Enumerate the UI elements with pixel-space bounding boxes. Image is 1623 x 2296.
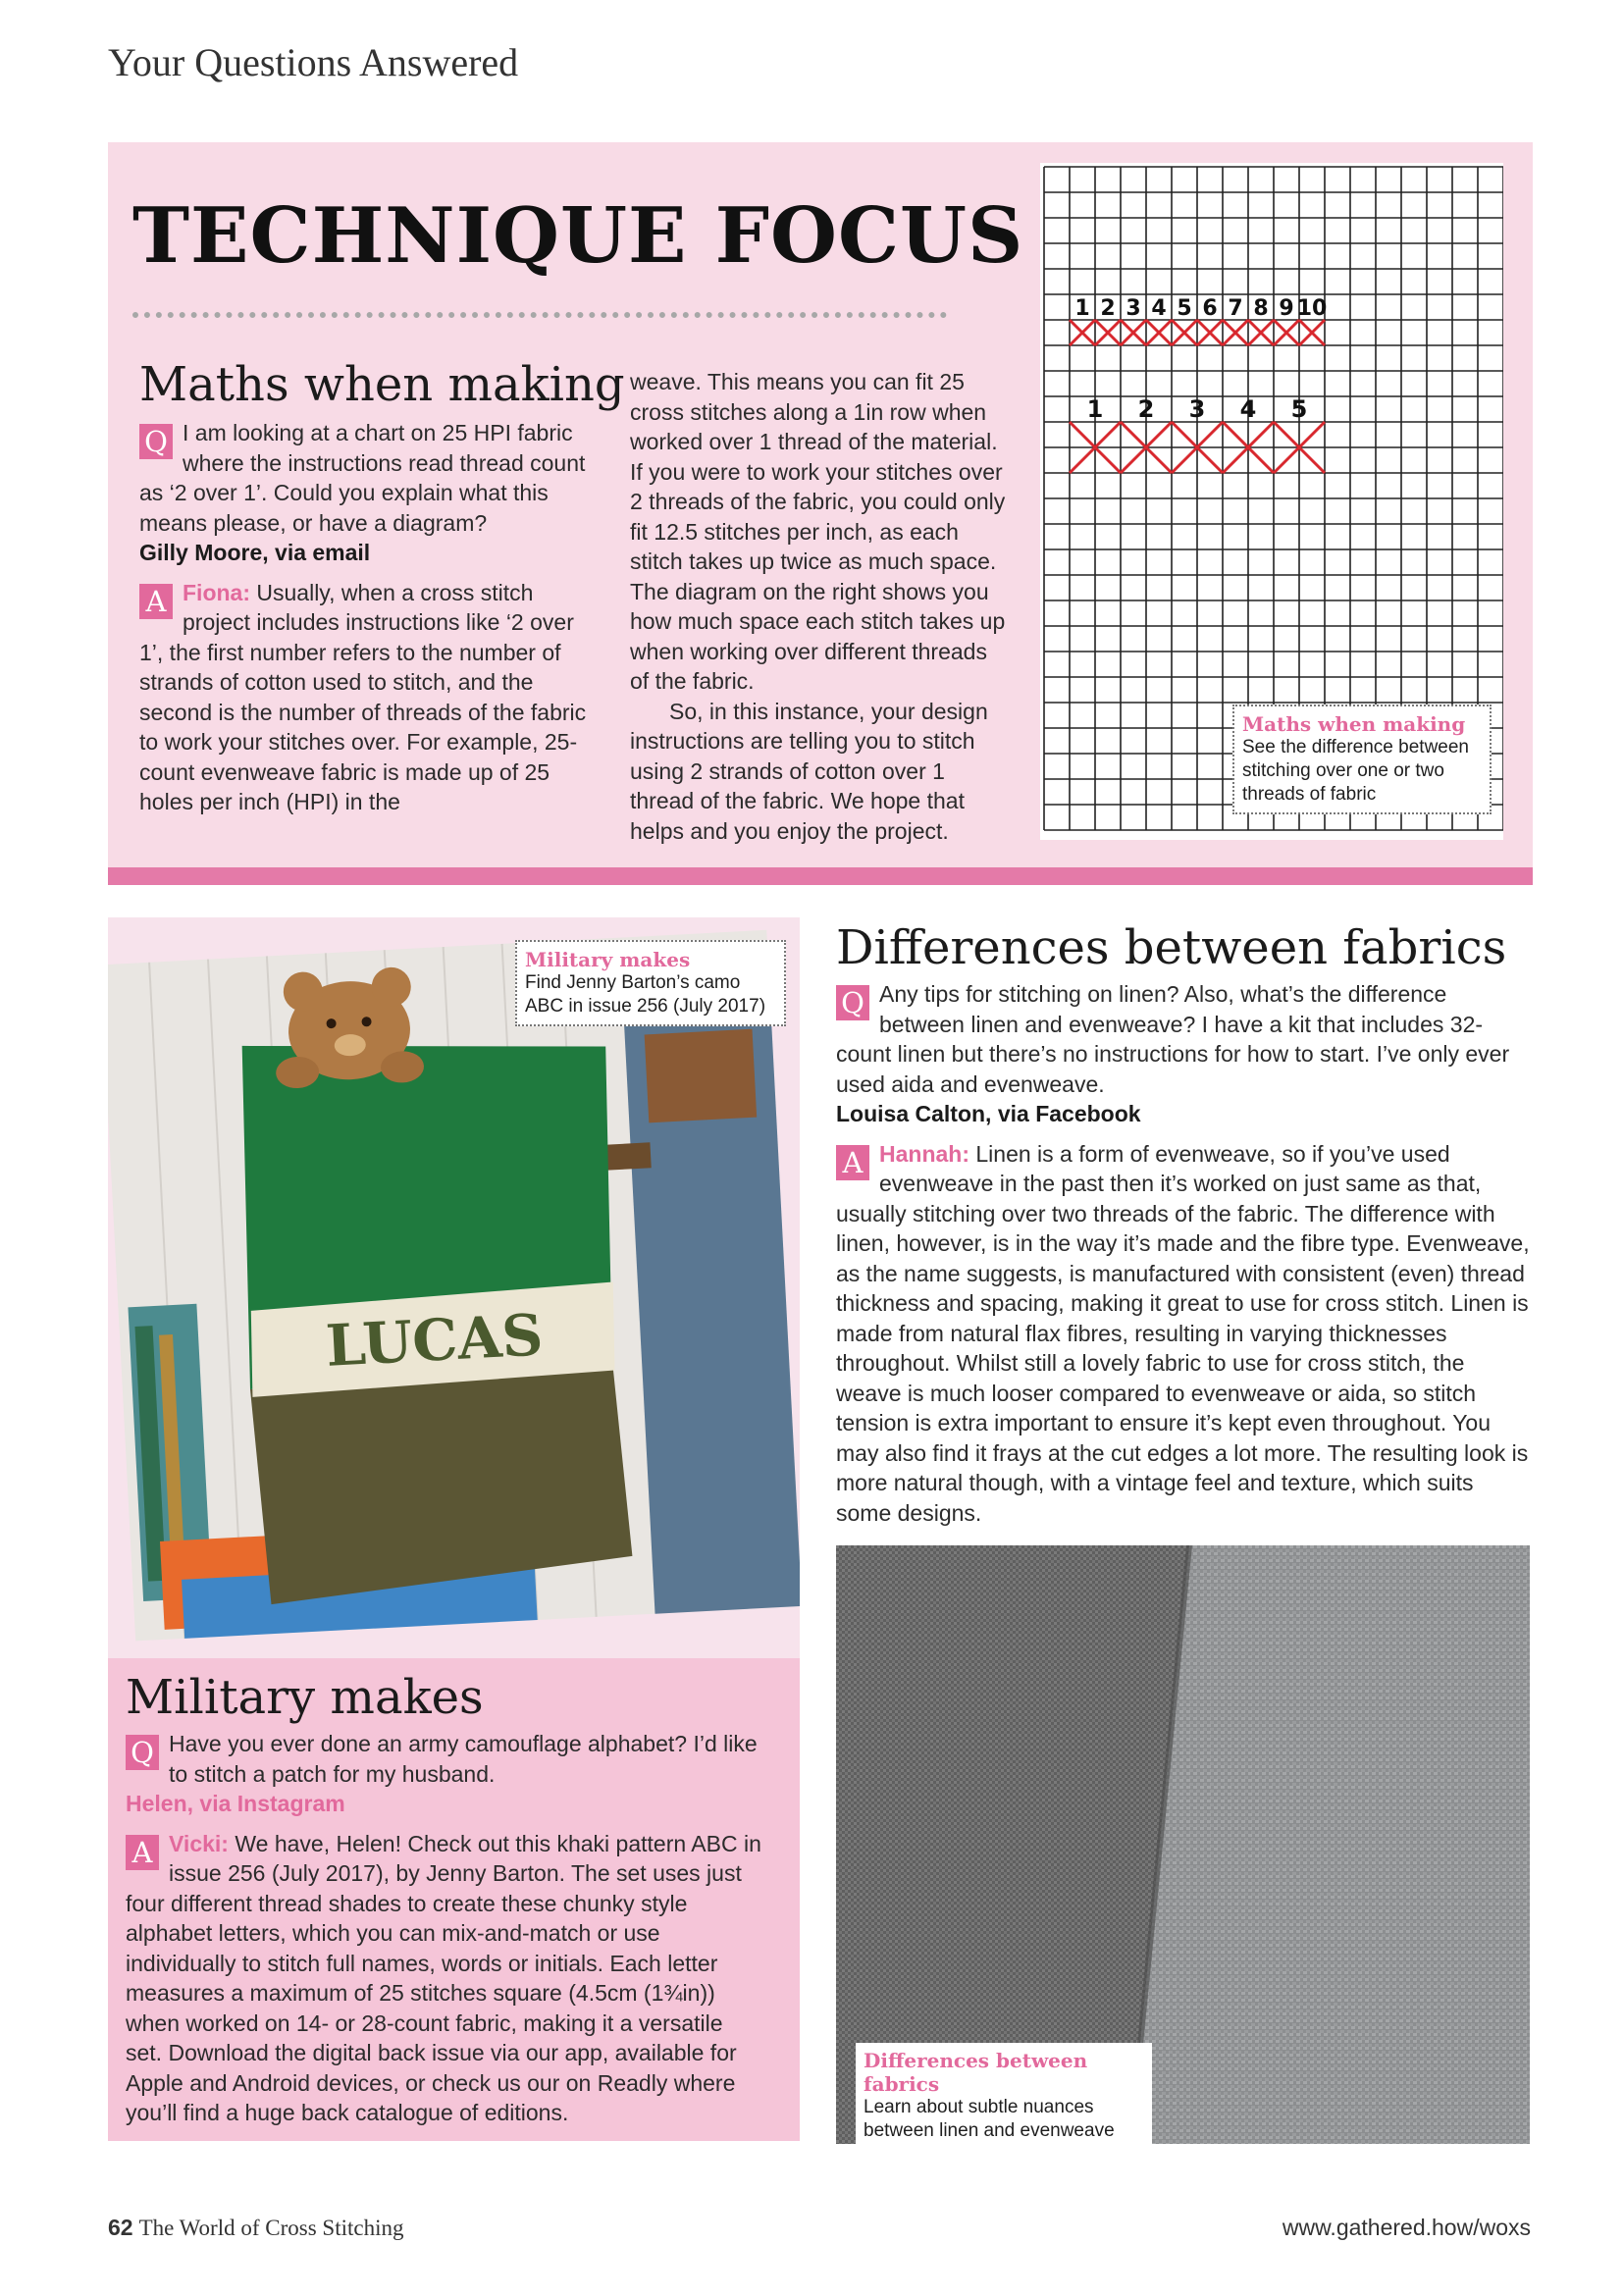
fabrics-answer: Linen is a form of evenweave, so if you’ve used evenweave in the past then it’s worked on just same as that, usually stitching over two threads of the fabric. The difference with linen, however, is in the way it’s made and the fibre type. Evenweave, as the name suggests, is manufactured with consistent (even) thread thickness and spacing, making it great to use for cross stitch. Linen is made from natural flax fibres, resulting in varying thicknesses throughout. Whilst still a lovely fabric to use for cross stitch, the weave is much looser compared to evenweave or aida, so stitch tension is extra important to ensure it’s kept even throughout. You may also find it frays at the cut edges a lot more. The resulting look is more natural though, with a vintage feel and texture, which suits some designs.: [836, 1140, 1530, 1526]
panel-divider-bar: [108, 867, 1533, 885]
fabrics-heading: Differences between fabrics: [836, 920, 1507, 975]
stitch-number-label: 1: [1074, 296, 1090, 321]
fabrics-question-block: [836, 979, 1533, 1129]
military-bag-illustration: [108, 917, 800, 1658]
q-badge: Q: [139, 424, 173, 459]
military-answer: We have, Helen! Check out this khaki pattern ABC in issue 256 (July 2017), by Jenny Barton. The set uses just four different thread shades to create these chunky style alphabet letters, which you can mix-and-match or use individually to stitch full names, words or initials. Each letter measures a maximum of 25 stitches square (4.5cm (1¾in)) when worked on 14- or 28-count fabric, making it a versatile set. Download the digital back issue via our app, available for Apple and Android devices, or check us our on Readly where you’ll find a huge back catalogue of editions.: [126, 1830, 761, 2125]
maths-answer-col1: Usually, when a cross stitch project includes instructions like ‘2 over 1’, the first number refers to the number of strands of cotton used to stitch, and the second is the number of threads of the fabric to work your stitches over. For example, 25-count evenweave fabric is made up of 25 holes per inch (HPI) in the: [139, 579, 587, 814]
dotted-rule: [132, 312, 947, 318]
stitch-number-label: 3: [1126, 296, 1141, 321]
stitch-number-label: 10: [1296, 296, 1328, 321]
grid-caption-title: Maths when making: [1242, 712, 1466, 736]
a-badge: A: [126, 1835, 159, 1870]
military-bag-photo: [108, 917, 800, 1658]
stitch-number-label: 7: [1228, 296, 1243, 321]
footer-left: [108, 2215, 403, 2241]
maths-asker: Gilly Moore, via email: [139, 540, 371, 565]
maths-column-1: [139, 418, 601, 817]
stitch-number-label: 3: [1188, 395, 1206, 423]
maths-question-block: [139, 418, 601, 568]
maths-answer-block: [139, 578, 601, 817]
stitch-number-label: 2: [1100, 296, 1116, 321]
stitch-number-label: 6: [1202, 296, 1218, 321]
stitch-number-label: 9: [1279, 296, 1294, 321]
military-heading: Military makes: [126, 1670, 484, 1725]
fabrics-body: [836, 979, 1533, 1528]
q-badge: Q: [126, 1735, 159, 1770]
lucas-label: LUCAS: [324, 1301, 545, 1380]
fabrics-question: Any tips for stitching on linen? Also, what’s the difference between linen and evenweave? I have a kit that includes 32-count linen but there’s no instructions for how to start. I’ve only ever used aida and evenweave.: [836, 981, 1510, 1097]
magazine-name: The World of Cross Stitching: [138, 2216, 404, 2240]
a-badge: A: [836, 1145, 869, 1180]
section-label: Your Questions Answered: [108, 40, 519, 84]
linen-photo-caption: [856, 2043, 1152, 2149]
maths-answer-name: Fiona:: [183, 579, 250, 605]
stitch-number-label: 2: [1137, 395, 1155, 423]
footer-url[interactable]: www.gathered.how/woxs: [1282, 2215, 1531, 2240]
q-badge: Q: [836, 985, 869, 1020]
military-question-block: [126, 1729, 763, 1819]
military-answer-name: Vicki:: [169, 1830, 229, 1856]
stitch-number-label: 5: [1290, 395, 1308, 423]
stitch-row-over-one: [1070, 296, 1327, 345]
maths-answer-col2-p1: weave. This means you can fit 25 cross stitches along a 1in row when worked over 1 thread of the material. If you were to work your stitches over 2 threads of the fabric, you could only fit 12.5 stitches per inch, as each stitch takes up twice as much space. The diagram on the right shows you how much space each stitch takes up when working over different threads of the fabric.: [630, 369, 1006, 694]
grid-caption: [1232, 704, 1492, 814]
stitch-number-label: 8: [1253, 296, 1269, 321]
military-caption-text: Find Jenny Barton’s camo ABC in issue 256 (July 2017): [525, 972, 766, 1017]
military-question: Have you ever done an army camouflage alphabet? I’d like to stitch a patch for my husband.: [169, 1731, 758, 1787]
maths-question: I am looking at a chart on 25 HPI fabric where the instructions read thread count as ‘2 over 1’. Could you explain what this means please, or have a diagram?: [139, 420, 586, 536]
fabrics-asker: Louisa Calton, via Facebook: [836, 1101, 1141, 1126]
military-caption-title: Military makes: [525, 948, 691, 971]
page-number: 62: [108, 2215, 133, 2240]
linen-caption-text: Learn about subtle nuances between linen and evenweave: [864, 2097, 1115, 2141]
a-badge: A: [139, 584, 173, 619]
stitch-number-label: 4: [1239, 395, 1257, 423]
fabrics-answer-name: Hannah:: [879, 1140, 969, 1167]
military-asker: Helen, via Instagram: [126, 1791, 345, 1816]
fabrics-answer-block: [836, 1139, 1533, 1529]
technique-focus-title: TECHNIQUE FOCUS: [132, 191, 1024, 281]
maths-answer-col2-p2: So, in this instance, your design instructions are telling you to stitch using 2 strands of cotton over 1 thread of the fabric. We hope that helps and you enjoy the project.: [630, 698, 988, 844]
military-photo-caption: [515, 940, 786, 1026]
maths-heading: Maths when making: [139, 357, 625, 412]
linen-caption-title: Differences between fabrics: [864, 2049, 1088, 2096]
grid-caption-text: See the difference between stitching over one or two threads of fabric: [1242, 737, 1469, 805]
military-body: [126, 1729, 763, 2128]
stitch-number-label: 1: [1086, 395, 1104, 423]
stitch-number-label: 5: [1177, 296, 1192, 321]
maths-column-2: [630, 367, 1008, 846]
stitch-number-label: 4: [1151, 296, 1167, 321]
military-answer-block: [126, 1829, 763, 2128]
